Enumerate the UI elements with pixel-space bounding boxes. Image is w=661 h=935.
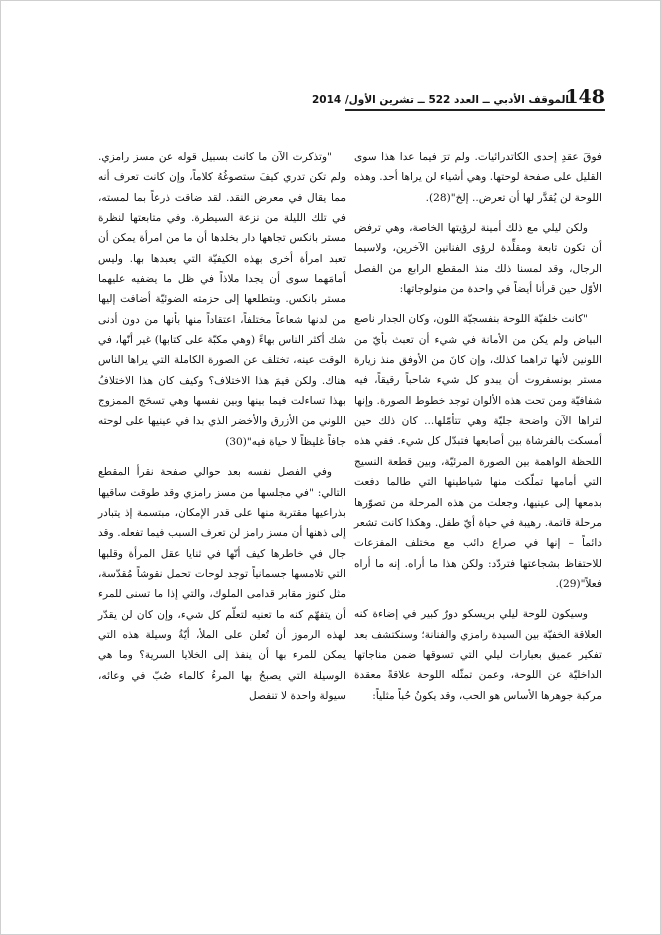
quote-paragraph: "وتذكرت الآن ما كانت بسبيل قوله عن مسز رامزي. ولم تكن تدري كيفَ ستصوغُهُ كلاماً، وإن كانت تعرف أنه مما يقال في معرض النقد. لقد ضاقت ذرعاً بما لمسته، في تلك الليلة من نزعة السيطرة. وفي متابعتها لنظرة مستر بانكس تجاهها دار بخلدها أن ما من امرأة يمكن أن تعبد امرأة أخرى بهذه الكيفيّة التي يعبدها بها. وليس أمامَهما سوى أن يجدا ملاذاً في ظل ما يضفيه عليهما مستر بانكس. وبتطلعها إلى حزمته الضوئيّة أضافت إليها من لدنها شعاعاً مختلفاً، اعتقاداً منها بأنها من دون أدنى شك أكثر الناس بهاءً (وهي مكبّة على كتابها) غير أنّها، في الوقت عينه، تختلف عن الصورة الكاملة التي يراها الناس هناك. ولكن فيمَ هذا الاختلاف؟ وكيف كان هذا الاختلافُ بهذا تساءلت فيما بينها وبين نفسها وهي تسحَج الممزوج اللوني من الأزرق والأخضر الذي بدا في عينيها على لوحته جافاً غليظاً لا حياة فيه"(30)	[98, 151, 346, 448]
page-number: 148	[565, 86, 605, 108]
quote-paragraph: "كانت خلفيّة اللوحة بنفسجيّة اللون، وكان الجدار ناصع البياض ولم يكن من الأمانة في شيء أن تعبث بأيّ من اللونين لأنها تراهما كذلك، وإن كانَ من الأوفق منذ زيارة مستر بونسفروت أن يبدو كل شيء شاحباً رقيقاً، فيه شفافيّة ومن تحت هذه الألوان توجد خطوط الصورة. وإنها لتراها الآن واضحة جليّة وهي تتأمّلها... كان ذلك حين أمسكت بالفرشاة بين أصابعها فتبدّل كل شيء. ففي هذه اللحظة الواهمة بين الصورة المرئيّة، وبين قطعة النسيج التي أمامها تملّكت منها شياطينها التي طالما دفعت بدمعها إلى عينيها، وجعلت من هذه المرحلة من تصوّرها مرحلة قاتمة. رهيبة في حياة أيّ طفل. وهكذا كانت تشعر دائماً – إنها في صراع دائب مع مختلف المفزعات للاحتفاظ بشجاعتها فتردّد: ولكن هذا ما أراه. إنه ما أراه فعلاً"(29).	[354, 313, 602, 590]
header-rule	[345, 109, 605, 111]
paragraph: وفي الفصل نفسه بعد حوالي صفحة نقرأ المقطع التالي: "في مجلسها من مسز رامزي وقد طوقت ساقيها بذراعيها مقتربة منها على قدر الإمكان، مبتسمة إذ يتبادر إلى ذهنها أن مسز رامز لن تعرف السبب فيما تفعله. وقد جال في خاطرها كيف أنّها في ثنايا عقل المرأة وقلبها التي تلامسها جسمانياً توجد لوحات تحمل نقوشاً مُقدّسة، مثل كنوز مقابر قدامى الملوك، والتي إذا ما تسنى للمرء أن يتفهّم كنه ما تعنيه لتعلّم كل شيء، وإن كان لن يقدّر لهذه الرموز أن تُعلن على الملأ، أيّةُ وسيلة هذه التي يمكن للمرء بها أن ينفذ إلى الخلايا السرية؟ وما هي الوسيلة التي يصبحُ بها المرءُ كالماء صُبّ في وعائه، سيولة واحدة لا تنفصل	[98, 466, 346, 702]
paragraph: فوقَ عقدِ إحدى الكاتدرائيات. ولم ترَ فيما عدا هذا سوى القليل على صفحة لوحتها. وهي أشياء لن يراها أحد. وهذه اللوحة لن يُقدَّر لها أن تعرض.. إلخ"(28).	[354, 151, 602, 204]
running-head: الموقف الأدبي ــ العدد 522 ــ تشرين الأول/ 2014	[311, 94, 569, 106]
paragraph: وسيكون للوحة ليلي بريسكو دورٌ كبير في إضاءة كنه العلاقة الخفيّة بين السيدة رامزي والفنانة؛ وسنكتشف بعد تفكير عميق بعبارات ليلي التي تسوقها ضمن مناجاتها الداخليّة عن اللوحة، وعمن تمثّله اللوحة علاقةً معقدة مركبة جوهرها الأساس هو الحب، وقد يكونُ حُباً مثلياً:	[354, 608, 602, 702]
paragraph: ولكن ليلي مع ذلك أمينة لرؤيتها الخاصة، وهي ترفض أن تكون تابعة ومقلِّدة لرؤى الفنانين الآخرين، ولاسيما الرجال، وقد لمسنا ذلك منذ المقطع الرابع من الفصل الأوّل حين قرأنا أيضاً في واحدة من منولوجاتها:	[354, 222, 602, 296]
page-header	[311, 84, 605, 108]
left-column	[98, 147, 346, 706]
right-column	[354, 147, 602, 706]
